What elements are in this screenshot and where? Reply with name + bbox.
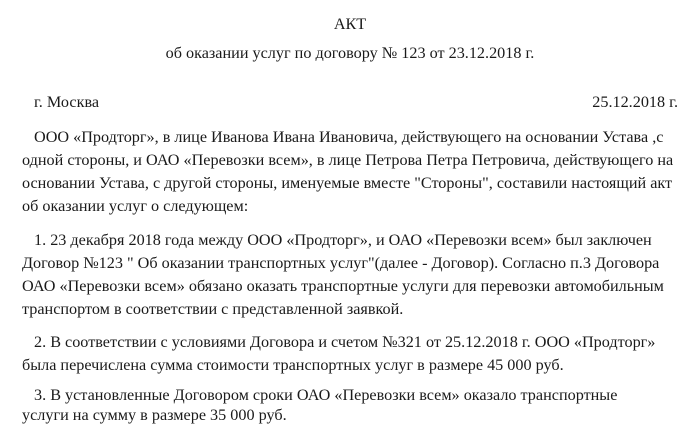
item3-line: 3. В установленные Договором сроки ОАО «Перевозки всем» оказало транспортные — [34, 386, 618, 404]
item1-line: Договор №123 " Об оказании транспортных услуг"(далее - Договор). Согласно п.3 Договора — [22, 254, 660, 272]
document-subtitle: об оказании услуг по договору № 123 от 23.12.2018 г. — [165, 44, 535, 62]
item2-line: 2. В соответствии с условиями Договора и счетом №321 от 25.12.2018 г. ООО «Продторг» — [34, 333, 656, 351]
intro-line: ООО «Продторг», в лице Иванова Ивана Ивановича, действующего на основании Устава ,с — [34, 128, 664, 146]
intro-line: об оказании услуг о следующем: — [22, 197, 249, 215]
intro-line: основании Устава, с другой стороны, именуемые вместе "Стороны", составили настоящий акт — [22, 174, 673, 192]
item1-line: ОАО «Перевозки всем» обязано оказать транспортные услуги для перевозки автомобильным — [22, 277, 664, 295]
intro-line: одной стороны, и ОАО «Перевозки всем», в лице Петрова Петра Петровича, действующего на — [22, 151, 674, 169]
document-date: 25.12.2018 г. — [592, 93, 678, 111]
document-city: г. Москва — [34, 93, 100, 111]
document-title: АКТ — [333, 15, 367, 33]
item1-line: транспортом в соответствии с представленной заявкой. — [22, 300, 404, 318]
item1-line: 1. 23 декабря 2018 года между ООО «Продторг», и ОАО «Перевозки всем» был заключен — [34, 231, 652, 249]
item2-line: была перечислена сумма стоимости транспортных услуг в размере 45 000 руб. — [22, 356, 564, 374]
item3-line: услуги на сумму в размере 35 000 руб. — [22, 406, 287, 424]
